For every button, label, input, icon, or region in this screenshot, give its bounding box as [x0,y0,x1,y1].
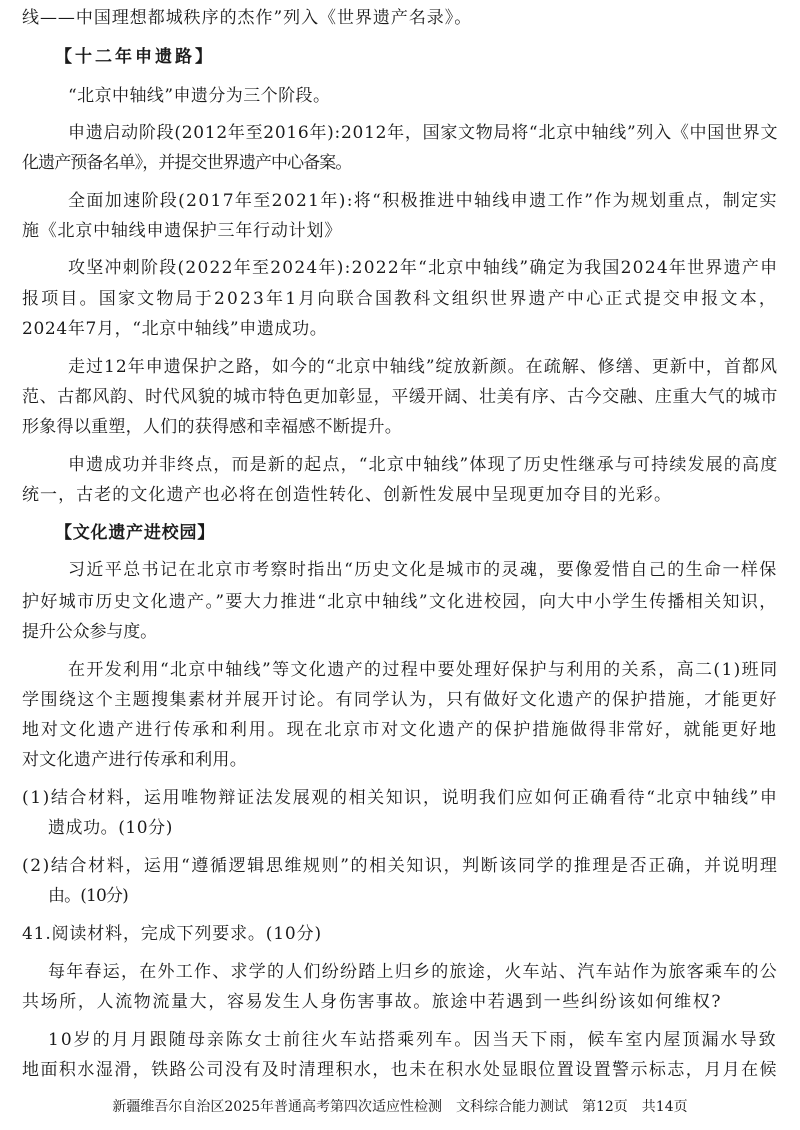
text-line: 习近平总书记在北京市考察时指出“历史文化是城市的灵魂，要像爱惜自己的生命一样保 [68,560,778,580]
text-line: (1)结合材料，运用唯物辩证法发展观的相关知识，说明我们应如何正确看待“北京中轴线”申 [22,788,779,808]
text-line: 攻坚冲刺阶段(2022年至2024年):2022年“北京中轴线”确定为我国2024年世界遗产申 [68,258,779,278]
text-line: 在开发利用“北京中轴线”等文化遗产的过程中要处理好保护与利用的关系，高二(1)班同 [68,660,779,680]
text-line: 41.阅读材料，完成下列要求。(10分) [22,924,322,944]
text-line: 统一，古老的文化遗产也必将在创造性转化、创新性发展中呈现更加夺目的光彩。 [22,485,672,505]
text-line: 每年春运，在外工作、求学的人们纷纷踏上归乡的旅途，火车站、汽车站作为旅客乘车的公 [48,962,778,982]
text-line: 范、古都风韵、时代风貌的城市特色更加彰显，平缓开阔、壮美有序、古今交融、庄重大气的城市 [22,387,778,407]
text-line: 学围绕这个主题搜集素材并展开讨论。有同学认为，只有做好文化遗产的保护措施，才能更好 [22,690,778,710]
text-line: 遗成功。(10分) [48,818,173,838]
text-line: 线——中国理想都城秩序的杰作”列入《世界遗产名录》。 [22,8,473,28]
text-line: (2)结合材料，运用“遵循逻辑思维规则”的相关知识，判断该同学的推理是否正确，并说明理 [22,856,779,876]
text-line: 由。(10分) [48,886,128,906]
text-line: 化遗产预备名单》，并提交世界遗产中心备案。 [22,153,352,173]
page-footer: 新疆维吾尔自治区2025年普通高考第四次适应性检测 文科综合能力测试 第12页 共14页 [112,1099,688,1115]
text-line: 地面积水湿滑，铁路公司没有及时清理积水，也未在积水处显眼位置设置警示标志，月月在候 [22,1060,778,1080]
text-line: 施《北京中轴线申遗保护三年行动计划》 [22,221,342,241]
section-heading: 【十二年申遗路】 [55,47,215,67]
text-line: 全面加速阶段(2017年至2021年):将“积极推进中轴线申遗工作”作为规划重点，制定实 [68,191,778,211]
text-line: 10岁的月月跟随母亲陈女士前往火车站搭乘列车。因当天下雨，候车室内屋顶漏水导致 [48,1030,778,1050]
text-line: 报项目。国家文物局于2023年1月向联合国教科文组织世界遗产中心正式提交申报文本， [22,289,779,309]
text-line: 申遗成功并非终点，而是新的起点，“北京中轴线”体现了历史性继承与可持续发展的高度 [68,455,779,475]
text-line: 护好城市历史文化遗产。”要大力推进“北京中轴线”文化进校园，向大中小学生传播相关知识， [22,592,778,612]
text-line: 提升公众参与度。 [22,622,157,642]
text-line: “北京中轴线”申遗分为三个阶段。 [68,86,331,106]
text-line: 2024年7月，“北京中轴线”申遗成功。 [22,319,328,339]
text-line: 形象得以重塑，人们的获得感和幸福感不断提升。 [22,417,402,437]
text-line: 共场所，人流物流量大，容易发生人身伤害事故。旅途中若遇到一些纠纷该如何维权? [22,992,723,1012]
text-line: 申遗启动阶段(2012年至2016年):2012年，国家文物局将“北京中轴线”列入《中国世界文 [68,123,779,143]
text-line: 地对文化遗产进行传承和利用。现在北京市对文化遗产的保护措施做得非常好，就能更好地 [22,720,778,740]
text-line: 走过12年申遗保护之路，如今的“北京中轴线”绽放新颜。在疏解、修缮、更新中，首都风 [68,357,779,377]
text-line: 对文化遗产进行传承和利用。 [22,750,247,770]
section-heading: 【文化遗产进校园】 [55,523,215,543]
